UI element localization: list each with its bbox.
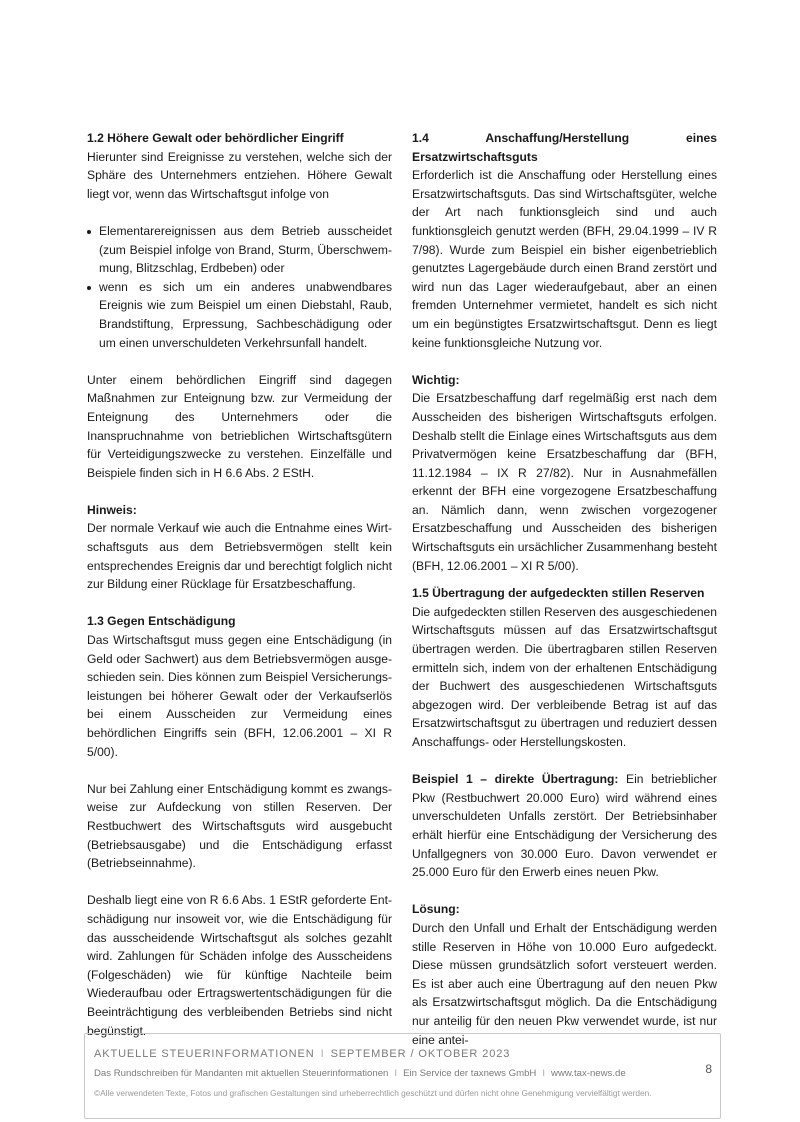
hinweis-heading: Hinweis: bbox=[87, 502, 137, 517]
section-1-3-paragraph-1: Das Wirtschaftsgut muss gegen eine Entschädigung (in Geld oder Sachwert) aus dem Betriebsvermögen ausgeschieden sein. Dies können zum Beispiel Versicherungsleistungen bei höherer Gewalt oder der Verkaufserlös bei einem Ausscheiden zur Vermeidung eines behördlichen Eingriffs sein (BFH, 12.06.2001 – XI R 5/00). bbox=[87, 633, 392, 759]
footer-separator: I bbox=[542, 1068, 546, 1079]
footer-subtitle: Das Rundschreiben für Mandanten mit aktuellen Steuerinformationen bbox=[94, 1068, 389, 1079]
loesung-text: Durch den Unfall und Erhalt der Entschädigung werden stille Reserven in Höhe von 10.000 Euro aufgedeckt. Diese müssen grundsätzlich sofort versteuert werden. Es ist aber auch eine Übertragung auf den neuen Pkw als Ersatzwirtschaftsgut möglich. Da die Entschädigung nur anteilig für den neuen Pkw verwendet wurde, ist nur eine antei- bbox=[412, 920, 717, 1047]
footer-website-link[interactable]: www.tax-news.de bbox=[551, 1068, 626, 1079]
page-footer bbox=[84, 1033, 721, 1119]
section-1-4-text: Erforderlich ist die Anschaffung oder Herstellung eines Ersatzwirtschaftsguts. Das sind Wirtschaftsgüter, welche der Art nach funktionsgleich sind und auch funktionsgleich genutzt werden (BFH, 29.04.1999 – IV R 7/98). Wurde zum Beispiel ein bisher eigenbetrieblich genutztes Lagergebäude durch einen Brand zerstört und wird nun das Lager wiederaufgebaut, aber an einen fremden Unternehmer vermietet, handelt es sich nicht um ein begünstigtes Ersatzwirtschaftsgut. Denn es liegt keine funktionsgleiche Nutzung vor. bbox=[412, 168, 717, 350]
beispiel-paragraph bbox=[412, 770, 717, 882]
publication-title: AKTUELLE STEUERINFORMATIONEN bbox=[94, 1048, 315, 1060]
footer-service: Ein Service der taxnews GmbH bbox=[403, 1068, 537, 1079]
beispiel-label: Beispiel 1 – direkte Übertragung: bbox=[412, 772, 619, 787]
footer-masthead bbox=[94, 1048, 510, 1060]
wichtig-text: Die Ersatzbeschaffung darf regelmäßig erst nach dem Ausscheiden des bisherigen Wirtschaftsguts erfolgen. Deshalb stellt die Einlage eines Wirtschaftsguts aus dem Privatvermögen keine Ersatzbeschaffung dar (BFH, 11.12.1984 – IX R 27/82). Nur in Ausnahmefällen erkennt der BFH eine vorgezogene Ersatzbeschaffung an. Nämlich dann, wenn zwischen vorgezogener Ersatzbeschaffung und Ausscheiden des bisherigen Wirtschaftsguts ein ursächlicher Zusammenhang besteht (BFH, 12.06.2001 – XI R 5/00). bbox=[412, 391, 717, 573]
right-column bbox=[412, 129, 717, 1049]
footer-subtitle-line bbox=[94, 1068, 626, 1079]
section-1-5-text: Die aufgedeckten stillen Reserven des ausgeschiedenen Wirtschaftsguts müssen auf das Ersatzwirtschaftsgut übertragen werden. Die übertragbaren stillen Reserven ermitteln sich, indem von der erhaltenen Entschädigung der Buchwert des ausgeschiedenen Wirtschaftsguts abgezogen wird. Der verbleibende Betrag ist auf das Ersatzwirtschaftsgut zu übertragen und reduziert dessen Anschaffungs- oder Herstellungskosten. bbox=[412, 604, 717, 749]
page-number: 8 bbox=[705, 1062, 712, 1076]
issue-date: SEPTEMBER / OKTOBER 2023 bbox=[330, 1048, 511, 1060]
bullet-list bbox=[87, 222, 392, 352]
section-1-3-paragraph-3: Deshalb liegt eine von R 6.6 Abs. 1 EStR geforderte Entschädigung nur insoweit vor, wie die Entschädigung für das ausscheidende Wirtschaftsgut als solches gezahlt wird. Zahlungen für Schäden infolge des Ausscheidens (Folgeschäden) wie für künftige Nachteile beim Wiederaufbau oder Ertragswertentschädigungen für die Beeinträchtigung des verbleibenden Betriebs sind nicht begünstigt. bbox=[87, 893, 392, 1038]
section-1-2-paragraph: Unter einem behördlichen Eingriff sind dagegen Maßnahmen zur Enteignung bzw. zur Vermeidung der Enteignung des Unternehmers oder die Inanspruchnahme von betrieblichen Wirtschaftsgütern für Verteidigungszwecke zu verstehen. Einzelfälle und Beispiele finden sich in H 6.6 Abs. 2 EStH. bbox=[87, 372, 392, 480]
beispiel-text: Ein betrieblicher Pkw (Restbuchwert 20.000 Euro) wird während eines unverschuldeten Unfalls zerstört. Der Betriebsinhaber erhält hierfür eine Entschädigung der Versicherung des Unfallgegners von 30.000 Euro. Davon verwendet er 25.000 Euro für den Erwerb eines neuen Pkw. bbox=[412, 772, 717, 880]
section-heading-1-4: 1.4 Anschaffung/Herstellung eines Ersatzwirtschaftsguts bbox=[412, 131, 717, 164]
footer-copyright: ©Alle verwendeten Texte, Fotos und grafischen Gestaltungen sind urheberrechtlich geschützt und dürfen nicht ohne Genehmigung vervielfältigt werden. bbox=[94, 1088, 652, 1098]
bullet-item: Elementarereignissen aus dem Betrieb ausscheidet (zum Beispiel infolge von Brand, Sturm, Überschwemmung, Blitzschlag, Erdbeben) oder bbox=[87, 222, 392, 278]
hinweis-text: Der normale Verkauf wie auch die Entnahme eines Wirtschaftsguts aus dem Betriebsvermögen stellt kein entsprechendes Ereignis dar und berechtigt folglich nicht zur Bildung einer Rücklage für Ersatzbeschaffung. bbox=[87, 521, 392, 592]
bullet-item: wenn es sich um ein anderes unabwendbares Ereignis wie zum Beispiel um einen Diebstahl, Raub, Brandstiftung, Erpressung, Sachbeschädigung oder um einen unverschuldeten Verkehrsunfall handelt. bbox=[87, 278, 392, 352]
section-heading-1-5: 1.5 Übertragung der aufgedeckten stillen Reserven bbox=[412, 586, 705, 601]
wichtig-heading: Wichtig: bbox=[412, 372, 460, 387]
section-1-3-paragraph-2: Nur bei Zahlung einer Entschädigung kommt es zwangsweise zur Aufdeckung von stillen Reserven. Der Restbuchwert des Wirtschaftsguts wird ausgebucht (Betriebsausgabe) und die Entschädigung erfasst (Betriebseinnahme). bbox=[87, 781, 392, 871]
section-1-2-intro: Hierunter sind Ereignisse zu verstehen, welche sich der Sphäre des Unternehmers entziehen. Höhere Gewalt liegt vor, wenn das Wirtschaftsgut infolge von bbox=[87, 149, 392, 201]
left-column bbox=[87, 129, 392, 1040]
section-heading-1-2: 1.2 Höhere Gewalt oder behördlicher Eingriff bbox=[87, 131, 344, 145]
section-heading-1-3: 1.3 Gegen Entschädigung bbox=[87, 614, 236, 629]
footer-separator: I bbox=[320, 1048, 325, 1060]
footer-separator: I bbox=[394, 1068, 398, 1079]
loesung-heading: Lösung: bbox=[412, 902, 460, 917]
